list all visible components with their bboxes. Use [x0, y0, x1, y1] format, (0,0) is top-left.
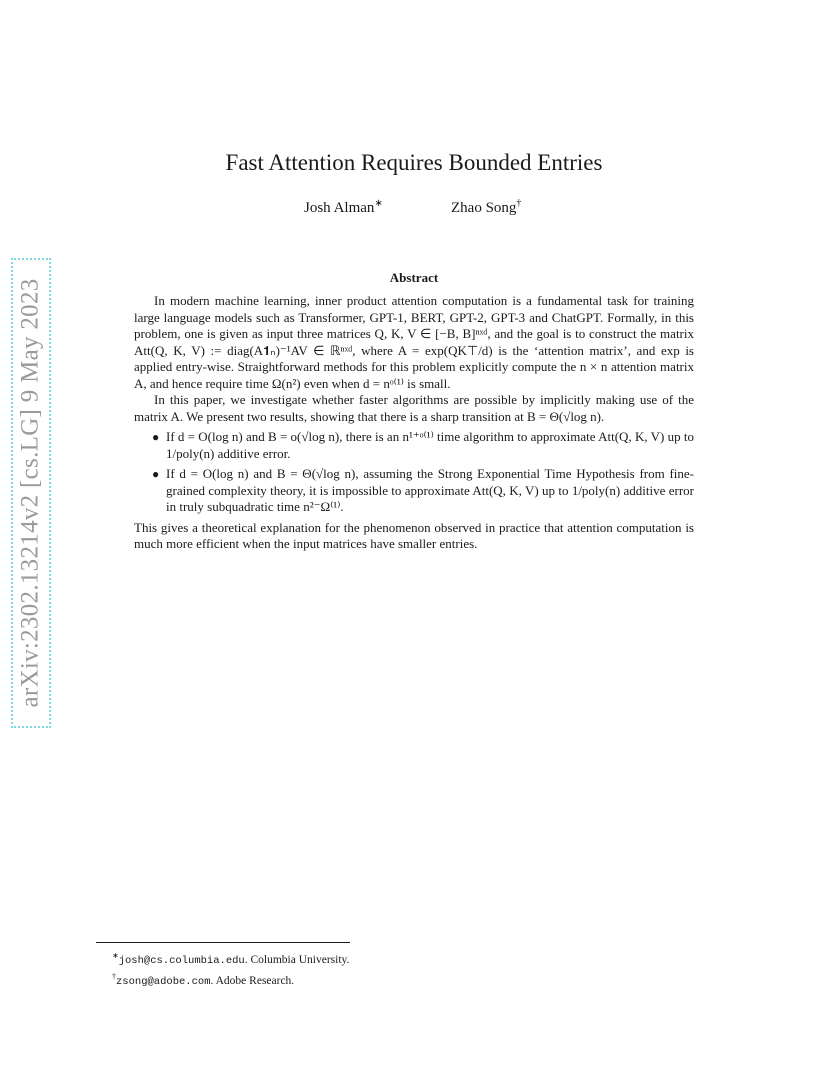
footnote-2-mark: † — [112, 972, 116, 982]
result-item-2 — [152, 466, 694, 516]
author-1-name: Josh Alman — [304, 200, 375, 216]
author-1-mark: ∗ — [374, 198, 383, 209]
footnote-1-mark: ∗ — [112, 951, 119, 960]
abstract-paragraph-2: In this paper, we investigate whether faster algorithms are possible by implicitly making use of the matrix A. We present two results, showing that there is a sharp transition at B = Θ(√log n). — [134, 392, 694, 424]
bullet-icon: ● — [152, 467, 160, 481]
result-list — [134, 429, 694, 516]
footnote-2-text: . Adobe Research. — [210, 975, 295, 988]
footnote-rule — [96, 942, 350, 943]
abstract-paragraph-3: This gives a theoretical explanation for the phenomenon observed in practice that attention computation is much more efficient when the input matrices have smaller entries. — [134, 519, 694, 551]
author-2-mark: † — [516, 198, 522, 209]
author-1 — [304, 198, 383, 217]
footnote-1-email[interactable]: josh@cs.columbia.edu — [118, 954, 245, 967]
footnotes — [112, 948, 349, 991]
footnote-1-text: . Columbia University. — [244, 953, 350, 966]
bullet-icon: ● — [152, 430, 160, 444]
abstract-body — [134, 293, 694, 553]
footnote-1 — [112, 948, 349, 969]
paper-title: Fast Attention Requires Bounded Entries — [225, 150, 603, 175]
abstract-heading: Abstract — [389, 270, 439, 285]
footnote-2 — [112, 969, 349, 990]
footnote-2-email[interactable]: zsong@adobe.com — [116, 976, 211, 989]
result-item-1 — [152, 429, 694, 462]
abstract-paragraph-1: In modern machine learning, inner product attention computation is a fundamental task for training large language models such as Transformer, GPT-1, BERT, GPT-2, GPT-3 and ChatGPT. Formally, in this problem, one is given as input three matrices Q, K, V ∈ [−B, B]ⁿˣᵈ, and the goal is to construct the matrix Att(Q, K, V) := diag(A𝟏ₙ)⁻¹AV ∈ ℝⁿˣᵈ, where A = exp(QK⊤/d) is the ‘attention matrix’, and exp is applied entry-wise. Straightforward methods for this problem explicitly compute the n × n attention matrix A, and hence require time Ω(n²) even when d = nᵒ⁽¹⁾ is small. — [134, 293, 694, 391]
author-2-name: Zhao Song — [451, 200, 517, 216]
arxiv-identifier-stamp — [9, 256, 53, 730]
author-2 — [451, 198, 521, 217]
result-item-1-text: If d = O(log n) and B = o(√log n), there is an n¹⁺ᵒ⁽¹⁾ time algorithm to approximate Att(Q, K, V) up to 1/poly(n) additive error. — [166, 429, 694, 461]
arxiv-identifier-text: arXiv:2302.13214v2 [cs.LG] 9 May 2023 — [17, 278, 44, 708]
result-item-2-text: If d = O(log n) and B = Θ(√log n), assuming the Strong Exponential Time Hypothesis from fine-grained complexity theory, it is impossible to approximate Att(Q, K, V) up to 1/poly(n) additive error in truly subquadratic time n²⁻Ω⁽¹⁾. — [166, 466, 694, 514]
